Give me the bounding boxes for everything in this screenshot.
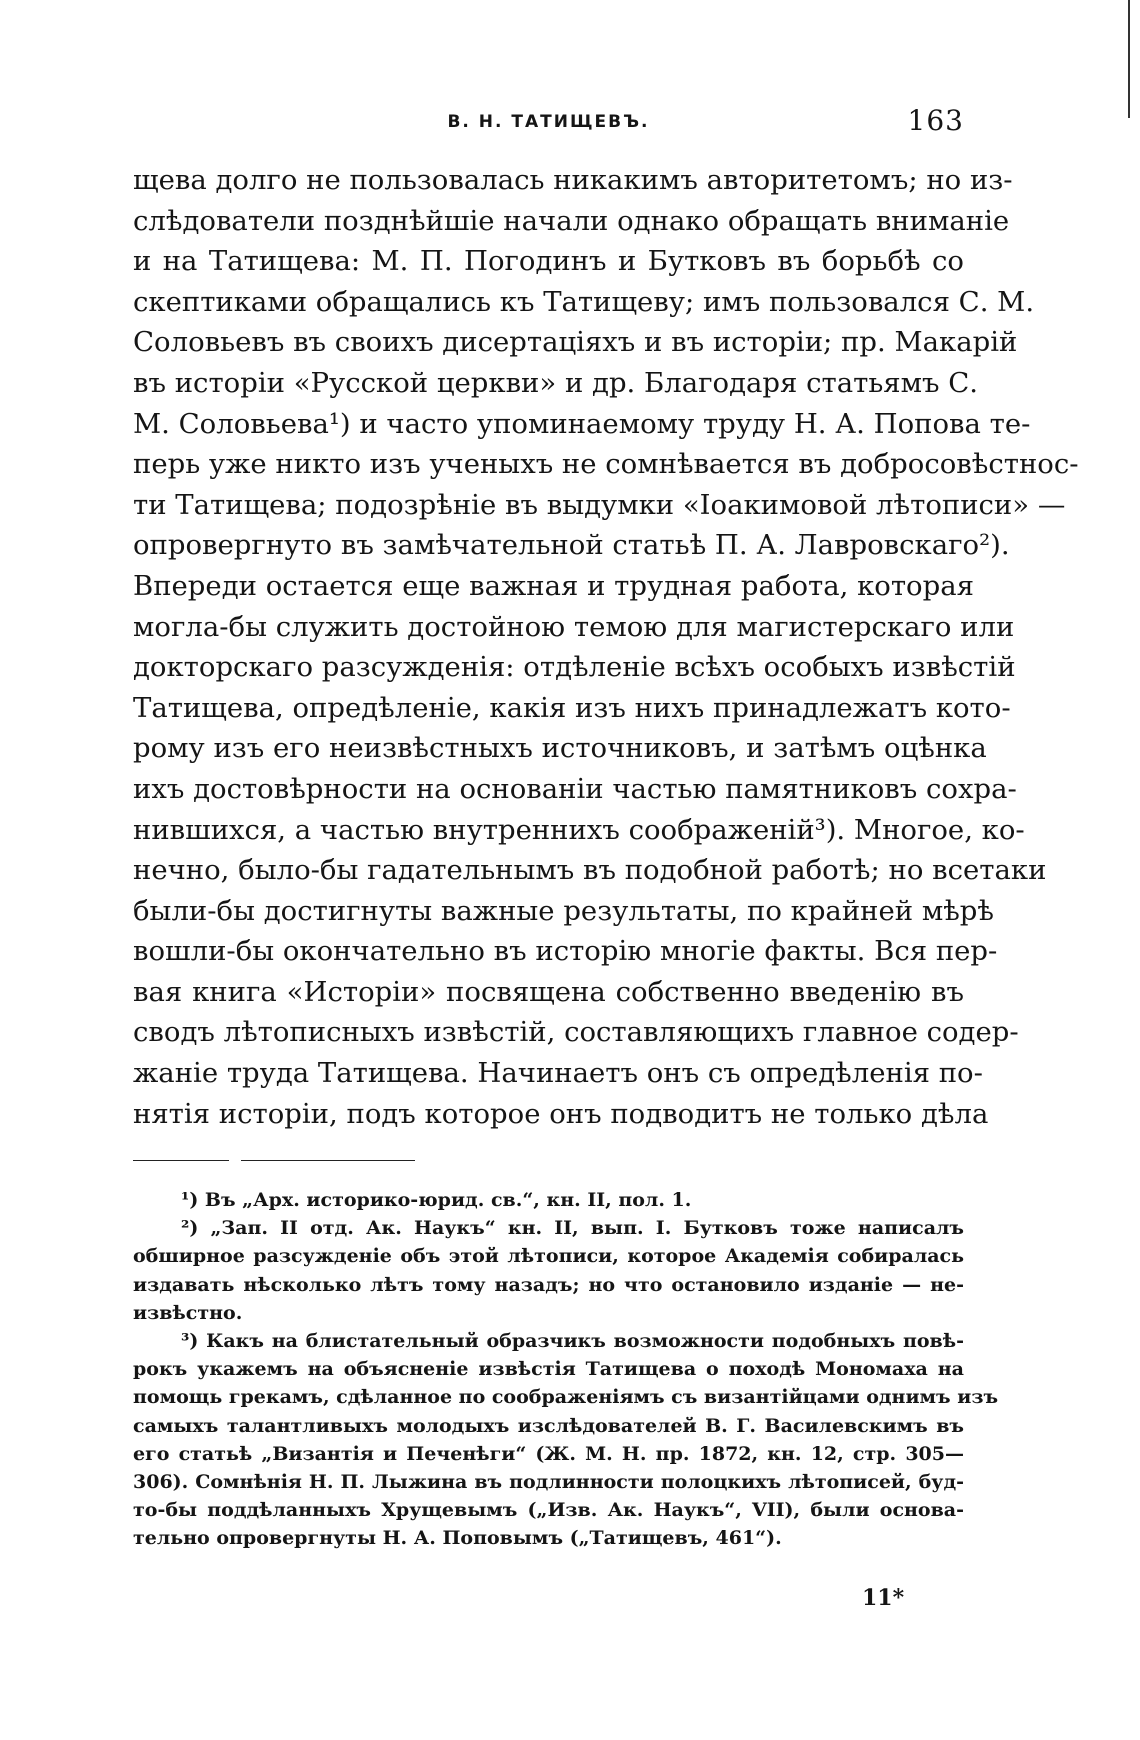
footnote-line: обширное разсужденіе объ этой лѣтописи, которое Академія собиралась: [133, 1245, 964, 1268]
footnote-separator: [133, 1160, 415, 1161]
footnote-line: ¹) Въ „Арх. историко-юрид. св.“, кн. II, пол. 1.: [181, 1189, 692, 1211]
page-number: 163: [907, 104, 964, 137]
body-line: Татищева, опредѣленіе, какія изъ нихъ принадлежатъ кото-: [133, 691, 1011, 724]
body-line: рому изъ его неизвѣстныхъ источниковъ, и затѣмъ оцѣнка: [133, 732, 987, 765]
footnote-line: ³) Какъ на блистательный образчикъ возможности подобныхъ повѣ-: [181, 1329, 964, 1352]
footnote-line: то-бы поддѣланныхъ Хрущевымъ („Изв. Ак. Наукъ“, VII), были основа-: [133, 1499, 964, 1522]
body-line: были-бы достигнуты важные результаты, по крайней мѣрѣ: [133, 894, 994, 927]
body-line: могла-бы служить достойною темою для магистерскаго или: [133, 610, 1015, 643]
body-line: докторскаго разсужденія: отдѣленіе всѣхъ особыхъ извѣстій: [133, 651, 1016, 684]
footnote-line: тельно опровергнуты Н. А. Поповымъ („Татищевъ, 461“).: [133, 1527, 782, 1550]
body-line: въ исторіи «Русской церкви» и др. Благодаря статьямъ С.: [133, 366, 979, 399]
body-line: перь уже никто изъ ученыхъ не сомнѣвается въ добросовѣстнос-: [133, 448, 1079, 481]
body-line: вошли-бы окончательно въ исторію многіе факты. Вся пер-: [133, 935, 998, 968]
running-head: [133, 104, 964, 140]
body-line: скептиками обращались къ Татищеву; имъ пользовался С. М.: [133, 285, 1035, 318]
body-line: вая книга «Исторіи» посвящена собственно введенію въ: [133, 975, 964, 1008]
body-line: Соловьевъ въ своихъ дисертаціяхъ и въ исторіи; пр. Макарій: [133, 326, 1018, 359]
footnote-line: рокъ укажемъ на объясненіе извѣстія Татищева о походѣ Мономаха на: [133, 1358, 964, 1381]
body-line: нившихся, а частью внутреннихъ соображеній³). Многое, ко-: [133, 813, 1025, 846]
footnote-line: 306). Сомнѣнія Н. П. Лыжина въ подлинности полоцкихъ лѣтописей, буд-: [133, 1470, 964, 1493]
body-line: слѣдователи позднѣйшіе начали однако обращать вниманіе: [133, 204, 1010, 237]
footnote-line: извѣстно.: [133, 1301, 243, 1324]
body-line: щева долго не пользовалась никакимъ авторитетомъ; но из-: [133, 164, 1013, 196]
body-line: опровергнуто въ замѣчательной статьѣ П. А. Лавровскаго²).: [133, 529, 1010, 562]
footnote-line: помощь грекамъ, сдѣланное по соображеніямъ съ византійцами однимъ изъ: [133, 1386, 999, 1409]
body-line: М. Соловьева¹) и часто упоминаемому труду Н. А. Попова те-: [133, 407, 1031, 440]
footnote-line: его статьѣ „Византія и Печенѣги“ (Ж. М. Н. пр. 1872, кн. 12, стр. 305—: [133, 1442, 964, 1465]
body-line: сводъ лѣтописныхъ извѣстій, составляющихъ главное содер-: [133, 1016, 1019, 1049]
body-line: жаніе труда Татищева. Начинаетъ онъ съ опредѣленія по-: [133, 1057, 983, 1090]
footnote-line: самыхъ талантливыхъ молодыхъ изслѣдователей В. Г. Василевскимъ въ: [133, 1414, 964, 1437]
body-line: и на Татищева: М. П. Погодинъ и Бутковъ въ борьбѣ со: [133, 245, 964, 278]
page-edge-rule: [1128, 0, 1130, 118]
body-line: ихъ достовѣрности на основаніи частью памятниковъ сохра-: [133, 772, 1017, 805]
body-line: ти Татищева; подозрѣніе въ выдумки «Іоакимовой лѣтописи» —: [133, 488, 1066, 521]
signature-mark: 11*: [862, 1585, 905, 1611]
footnote-line: ²) „Зап. II отд. Ак. Наукъ“ кн. II, вып. I. Бутковъ тоже написалъ: [181, 1217, 964, 1240]
body-line: Впереди остается еще важная и трудная работа, которая: [133, 569, 974, 602]
body-line: нятія исторіи, подъ которое онъ подводитъ не только дѣла: [133, 1097, 989, 1130]
footnote-line: издавать нѣсколько лѣтъ тому назадъ; но что остановило изданіе — не-: [133, 1273, 964, 1296]
body-text: [133, 160, 1079, 1134]
footnotes: [133, 1186, 999, 1552]
body-line: нечно, было-бы гадательнымъ въ подобной работѣ; но всетаки: [133, 854, 1047, 887]
running-title: В. Н. ТАТИЩЕВЪ.: [447, 112, 650, 132]
